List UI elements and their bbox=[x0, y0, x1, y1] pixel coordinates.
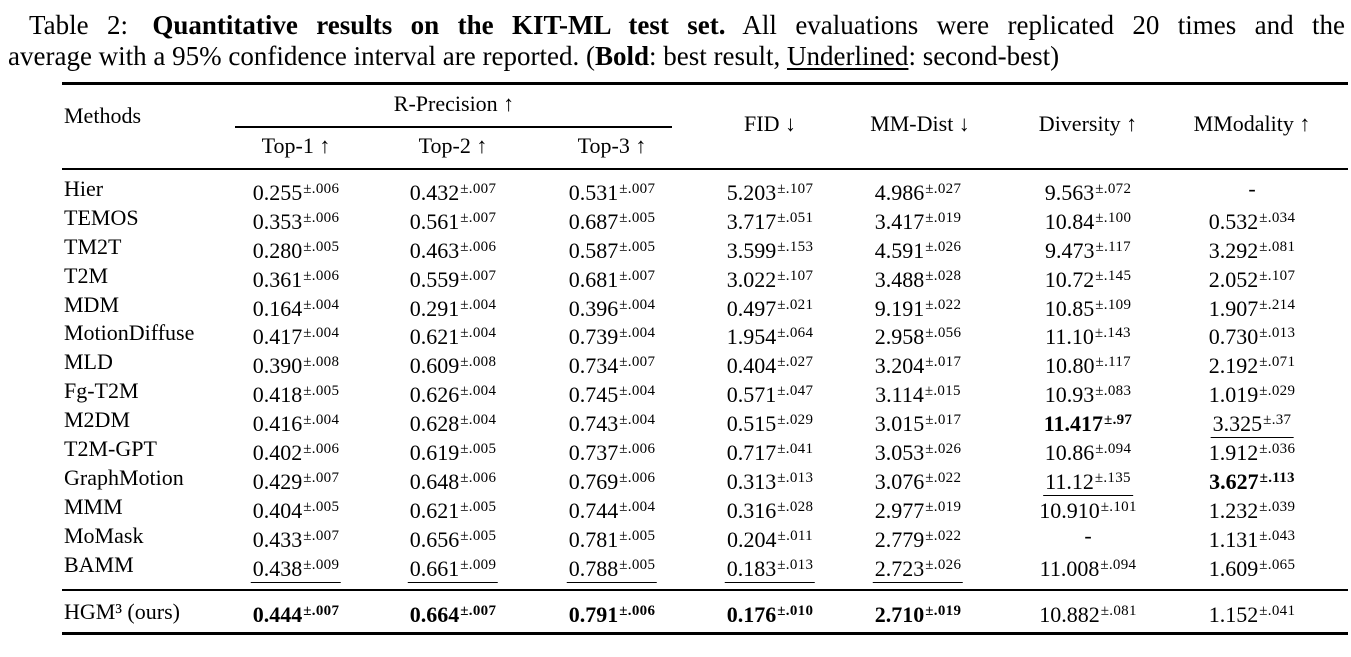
caption-text-3: : best result, bbox=[648, 41, 787, 71]
value-cell: $0.418^{\pm.005}$ bbox=[252, 382, 340, 408]
value-cell: $4.986^{\pm.027}$ bbox=[874, 180, 962, 205]
column-header-mmodality: MModality ↑ bbox=[1193, 111, 1311, 136]
value-cell: $0.788^{\pm.005}$ bbox=[568, 555, 656, 581]
value-cell: $2.958^{\pm.056}$ bbox=[874, 324, 962, 350]
value-cell: $0.661^{\pm.009}$ bbox=[409, 555, 497, 581]
value-cell: $0.432^{\pm.007}$ bbox=[409, 180, 497, 205]
value-cell: $0.739^{\pm.004}$ bbox=[568, 324, 656, 350]
table-row bbox=[0, 319, 1351, 348]
value-cell: $1.232^{\pm.039}$ bbox=[1208, 497, 1296, 523]
value-cell: $0.571^{\pm.047}$ bbox=[726, 382, 814, 408]
value-cell: $10.882^{\pm.081}$ bbox=[1039, 602, 1137, 627]
value-cell: $0.404^{\pm.005}$ bbox=[252, 497, 340, 523]
method-cell: HGM³ (ours) bbox=[64, 599, 180, 624]
value-cell: $0.532^{\pm.034}$ bbox=[1208, 208, 1296, 234]
column-header-top1: Top-1 ↑ bbox=[261, 133, 331, 158]
value-cell: $3.717^{\pm.051}$ bbox=[726, 208, 814, 234]
value-cell: $0.681^{\pm.007}$ bbox=[568, 266, 656, 292]
value-cell: $0.621^{\pm.004}$ bbox=[409, 324, 497, 350]
value-cell: $11.008^{\pm.094}$ bbox=[1039, 555, 1137, 581]
method-cell: TEMOS bbox=[64, 204, 139, 230]
caption-text-1: All evaluations were replicated 20 times and the bbox=[742, 10, 1346, 40]
value-cell: $0.734^{\pm.007}$ bbox=[568, 353, 656, 379]
value-cell: $3.627^{\pm.113}$ bbox=[1209, 468, 1295, 494]
value-cell: $0.664^{\pm.007}$ bbox=[409, 602, 497, 627]
value-cell: $10.72^{\pm.145}$ bbox=[1044, 266, 1132, 292]
method-cell: BAMM bbox=[64, 551, 134, 577]
value-cell: $0.515^{\pm.029}$ bbox=[726, 411, 814, 437]
value-cell: $0.609^{\pm.008}$ bbox=[409, 353, 497, 379]
table-row bbox=[0, 175, 1351, 204]
method-cell: Hier bbox=[64, 176, 104, 201]
caption-text-2: average with a 95% confidence interval are reported. ( bbox=[8, 41, 595, 71]
value-cell: $3.114^{\pm.015}$ bbox=[875, 382, 961, 408]
value-cell: $0.255^{\pm.006}$ bbox=[252, 180, 340, 205]
value-cell: $0.497^{\pm.021}$ bbox=[726, 295, 814, 321]
value-cell: $2.977^{\pm.019}$ bbox=[874, 497, 962, 523]
method-cell: T2M-GPT bbox=[64, 436, 157, 462]
value-cell: $0.559^{\pm.007}$ bbox=[409, 266, 497, 292]
table-body bbox=[0, 175, 1351, 579]
value-cell: $11.12^{\pm.135}$ bbox=[1045, 468, 1131, 494]
method-cell: MotionDiffuse bbox=[64, 320, 195, 346]
value-cell: $2.192^{\pm.071}$ bbox=[1208, 353, 1296, 379]
value-cell: $0.587^{\pm.005}$ bbox=[568, 237, 656, 263]
value-cell: $0.183^{\pm.013}$ bbox=[726, 555, 814, 581]
value-cell: $2.052^{\pm.107}$ bbox=[1208, 266, 1296, 292]
method-cell: T2M bbox=[64, 262, 108, 288]
value-cell: $0.531^{\pm.007}$ bbox=[568, 180, 656, 205]
value-cell: $9.473^{\pm.117}$ bbox=[1045, 237, 1131, 263]
value-cell: $0.438^{\pm.009}$ bbox=[252, 555, 340, 581]
value-cell: $0.433^{\pm.007}$ bbox=[252, 526, 340, 552]
value-cell: $0.313^{\pm.013}$ bbox=[726, 468, 814, 494]
method-cell: MDM bbox=[64, 291, 120, 317]
value-cell: $4.591^{\pm.026}$ bbox=[874, 237, 962, 263]
value-cell: $1.131^{\pm.043}$ bbox=[1208, 526, 1296, 552]
table-row bbox=[0, 522, 1351, 551]
method-cell: Fg-T2M bbox=[64, 378, 139, 404]
value-cell: $10.93^{\pm.083}$ bbox=[1044, 382, 1132, 408]
ours-row bbox=[0, 590, 1351, 633]
value-cell: $3.325^{\pm.37}$ bbox=[1212, 411, 1292, 437]
value-cell: $0.417^{\pm.004}$ bbox=[252, 324, 340, 350]
r-precision-underline-rule bbox=[235, 126, 672, 128]
value-cell: $0.316^{\pm.028}$ bbox=[726, 497, 814, 523]
value-cell: $0.737^{\pm.006}$ bbox=[568, 440, 656, 466]
caption-text-4: : second-best) bbox=[908, 41, 1060, 71]
value-cell: $0.176^{\pm.010}$ bbox=[726, 602, 814, 627]
value-cell: $3.599^{\pm.153}$ bbox=[726, 237, 814, 263]
table-row bbox=[0, 406, 1351, 435]
table-row bbox=[0, 204, 1351, 233]
value-cell: $0.744^{\pm.004}$ bbox=[568, 497, 656, 523]
header-bottom-rule bbox=[62, 168, 1348, 170]
value-cell: $3.076^{\pm.022}$ bbox=[874, 468, 962, 494]
column-header-mm-dist: MM-Dist ↓ bbox=[870, 111, 970, 136]
value-cell: $0.561^{\pm.007}$ bbox=[409, 208, 497, 234]
value-cell: $9.563^{\pm.072}$ bbox=[1044, 180, 1132, 205]
value-cell: $0.390^{\pm.008}$ bbox=[252, 353, 340, 379]
value-cell: $0.396^{\pm.004}$ bbox=[568, 295, 656, 321]
value-cell: $3.488^{\pm.028}$ bbox=[874, 266, 962, 292]
value-cell: $11.417^{\pm.97}$ bbox=[1043, 411, 1133, 437]
value-cell: $0.619^{\pm.005}$ bbox=[409, 440, 497, 466]
value-cell: - bbox=[1084, 522, 1092, 548]
value-cell: $2.723^{\pm.026}$ bbox=[874, 555, 962, 581]
value-cell: $0.745^{\pm.004}$ bbox=[568, 382, 656, 408]
table-row bbox=[0, 464, 1351, 493]
value-cell: $10.910^{\pm.101}$ bbox=[1039, 497, 1137, 523]
column-header-top2: Top-2 ↑ bbox=[418, 133, 488, 158]
value-cell: $0.416^{\pm.004}$ bbox=[252, 411, 340, 437]
value-cell: $5.203^{\pm.107}$ bbox=[726, 180, 814, 205]
method-cell: TM2T bbox=[64, 233, 122, 259]
value-cell: $1.152^{\pm.041}$ bbox=[1208, 602, 1296, 627]
value-cell: $3.292^{\pm.081}$ bbox=[1208, 237, 1296, 263]
value-cell: $0.164^{\pm.004}$ bbox=[252, 295, 340, 321]
table-row bbox=[0, 377, 1351, 406]
value-cell: $10.84^{\pm.100}$ bbox=[1044, 208, 1132, 234]
value-cell: $10.80^{\pm.117}$ bbox=[1045, 353, 1131, 379]
value-cell: $10.86^{\pm.094}$ bbox=[1044, 440, 1132, 466]
value-cell: $0.404^{\pm.027}$ bbox=[726, 353, 814, 379]
value-cell: $0.687^{\pm.005}$ bbox=[568, 208, 656, 234]
value-cell: $0.626^{\pm.004}$ bbox=[409, 382, 497, 408]
table-top-rule bbox=[62, 82, 1348, 85]
value-cell: - bbox=[1248, 176, 1256, 201]
value-cell: $1.912^{\pm.036}$ bbox=[1208, 440, 1296, 466]
caption-underline-legend: Underlined bbox=[786, 41, 909, 71]
value-cell: $0.621^{\pm.005}$ bbox=[409, 497, 497, 523]
value-cell: $0.628^{\pm.004}$ bbox=[409, 411, 497, 437]
column-header-r-precision: R-Precision ↑ bbox=[393, 91, 515, 116]
caption-line-2 bbox=[8, 41, 1351, 72]
value-cell: $0.648^{\pm.006}$ bbox=[409, 468, 497, 494]
value-cell: $3.022^{\pm.107}$ bbox=[726, 266, 814, 292]
column-header-diversity: Diversity ↑ bbox=[1038, 111, 1138, 136]
column-header-top3: Top-3 ↑ bbox=[577, 133, 647, 158]
value-cell: $0.781^{\pm.005}$ bbox=[568, 526, 656, 552]
value-cell: $0.280^{\pm.005}$ bbox=[252, 237, 340, 263]
value-cell: $0.730^{\pm.013}$ bbox=[1208, 324, 1296, 350]
method-cell: MMM bbox=[64, 493, 123, 519]
value-cell: $1.609^{\pm.065}$ bbox=[1208, 555, 1296, 581]
value-cell: $10.85^{\pm.109}$ bbox=[1044, 295, 1132, 321]
value-cell: $0.429^{\pm.007}$ bbox=[252, 468, 340, 494]
table-row bbox=[0, 551, 1351, 580]
table-row bbox=[0, 233, 1351, 262]
value-cell: $2.779^{\pm.022}$ bbox=[874, 526, 962, 552]
table-row bbox=[0, 348, 1351, 377]
value-cell: $3.204^{\pm.017}$ bbox=[874, 353, 962, 379]
value-cell: $0.361^{\pm.006}$ bbox=[252, 266, 340, 292]
value-cell: $3.015^{\pm.017}$ bbox=[874, 411, 962, 437]
value-cell: $0.717^{\pm.041}$ bbox=[726, 440, 814, 466]
column-header-methods: Methods bbox=[64, 103, 141, 128]
value-cell: $0.291^{\pm.004}$ bbox=[409, 295, 497, 321]
table-row bbox=[0, 435, 1351, 464]
value-cell: $3.053^{\pm.026}$ bbox=[874, 440, 962, 466]
ours-row-container bbox=[0, 590, 1351, 633]
value-cell: $0.463^{\pm.006}$ bbox=[409, 237, 497, 263]
value-cell: $1.907^{\pm.214}$ bbox=[1208, 295, 1296, 321]
value-cell: $0.656^{\pm.005}$ bbox=[409, 526, 497, 552]
value-cell: $11.10^{\pm.143}$ bbox=[1045, 324, 1131, 350]
table-caption bbox=[0, 10, 1351, 72]
value-cell: $0.743^{\pm.004}$ bbox=[568, 411, 656, 437]
value-cell: $3.417^{\pm.019}$ bbox=[874, 208, 962, 234]
caption-line-1 bbox=[29, 10, 1345, 41]
caption-bold-legend: Bold bbox=[594, 41, 649, 71]
column-header-fid: FID ↓ bbox=[744, 111, 796, 136]
value-cell: $0.204^{\pm.011}$ bbox=[727, 526, 813, 552]
method-cell: GraphMotion bbox=[64, 464, 184, 490]
table-row bbox=[0, 493, 1351, 522]
value-cell: $0.402^{\pm.006}$ bbox=[252, 440, 340, 466]
value-cell: $0.353^{\pm.006}$ bbox=[252, 208, 340, 234]
table-row bbox=[0, 262, 1351, 291]
caption-table-number: Table 2: bbox=[29, 10, 128, 40]
method-cell: MoMask bbox=[64, 522, 144, 548]
value-cell: $0.444^{\pm.007}$ bbox=[252, 602, 340, 627]
method-cell: M2DM bbox=[64, 407, 131, 433]
value-cell: $1.019^{\pm.029}$ bbox=[1208, 382, 1296, 408]
table-row bbox=[0, 291, 1351, 320]
value-cell: $0.791^{\pm.006}$ bbox=[568, 602, 656, 627]
value-cell: $1.954^{\pm.064}$ bbox=[726, 324, 814, 350]
value-cell: $2.710^{\pm.019}$ bbox=[874, 602, 962, 627]
value-cell: $0.769^{\pm.006}$ bbox=[568, 468, 656, 494]
method-cell: MLD bbox=[64, 349, 113, 375]
value-cell: $9.191^{\pm.022}$ bbox=[874, 295, 962, 321]
caption-title: Quantitative results on the KIT-ML test set. bbox=[152, 10, 726, 40]
